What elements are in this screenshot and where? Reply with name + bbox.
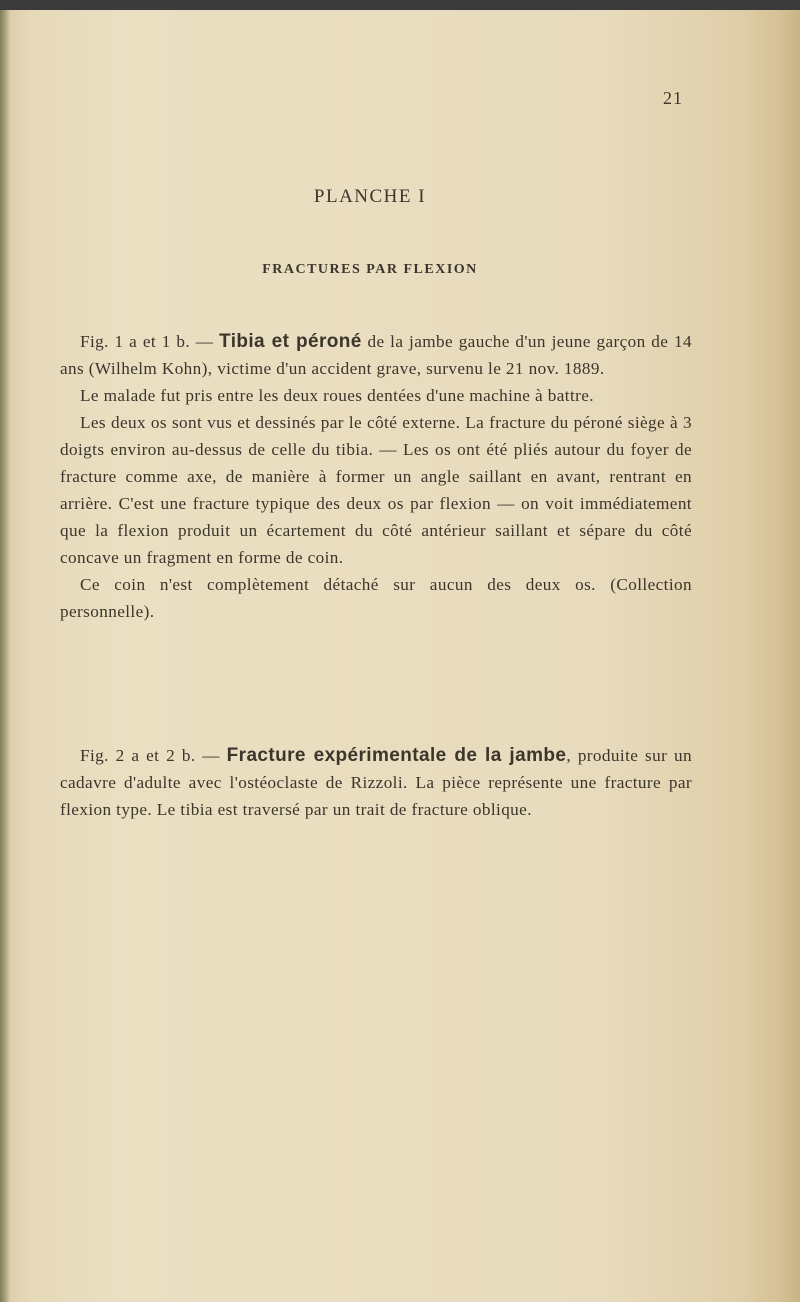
figure-2-text-1: , produite sur un cadavre d'adulte avec l'ostéoclaste de Rizzoli. La pièce représente une fracture par flexion type. Le tibia est traversé par un trait de fracture oblique. (60, 746, 693, 819)
figure-1-paragraph-2: Le malade fut pris entre les deux roues dentées d'une machine à battre. (80, 386, 594, 405)
figure-1-title: Tibia et péroné (219, 331, 362, 352)
figure-2-lead: Fig. 2 a et 2 b. — (80, 746, 227, 765)
figure-2-description (60, 742, 692, 823)
plate-title: PLANCHE I (313, 186, 427, 207)
section-title: FRACTURES PAR FLEXION (262, 262, 478, 277)
figure-1-lead: Fig. 1 a et 1 b. — (80, 332, 220, 351)
figure-2-paragraph-1 (60, 742, 692, 823)
figure-1-paragraph-3: Les deux os sont vus et dessinés par le côté externe. La fracture du péroné siège à 3 doigts environ au-dessus de celle du tibia. — Les os ont été pliés autour du foyer de fracture comme axe, de manière à former un angle saillant en avant, rentrant en arrière. C'est une fracture typique des deux os par flexion — on voit immédiatement que la flexion produit un écartement du côté antérieur saillant et sépare du côté concave un fragment en forme de coin. (60, 413, 692, 567)
paper-edge-stain (740, 10, 800, 1302)
page-number: 21 (663, 88, 683, 108)
figure-1-text-1: de la jambe gauche d'un jeune garçon de 14 ans (Wilhelm Kohn), victime d'un accident grave, survenu le 21 nov. 1889. (60, 332, 692, 378)
scan-top-border (0, 0, 800, 10)
figure-1-paragraph-1 (60, 328, 692, 382)
figure-1-description (60, 328, 692, 625)
figure-2-title: Fracture expérimentale de la jambe (226, 745, 567, 766)
figure-1-paragraph-4: Ce coin n'est complètement détaché sur aucun des deux os. (Collection personnelle). (60, 575, 692, 621)
